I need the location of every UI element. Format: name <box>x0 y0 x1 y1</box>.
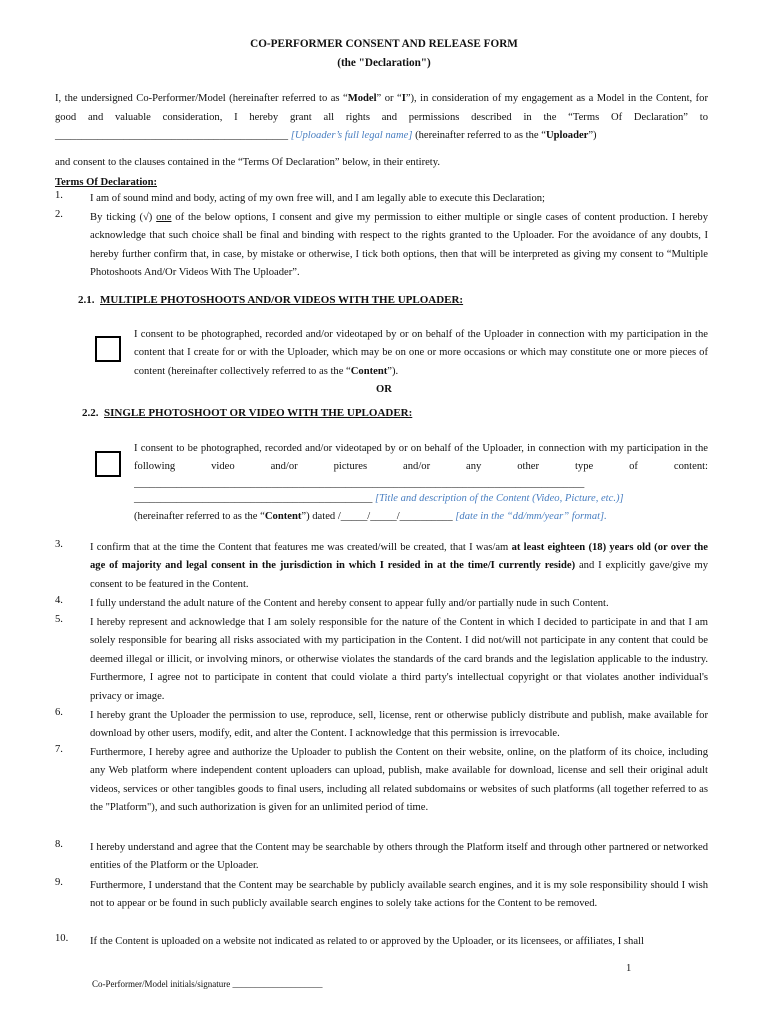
model-term: Model <box>347 93 377 104</box>
item-number: 8. <box>55 839 63 850</box>
content-date-field[interactable]: ”) dated /_____/_____/__________ <box>301 511 453 522</box>
option-1-text <box>134 326 708 381</box>
terms-heading <box>55 175 708 191</box>
item-text: of the below options, I consent and give my permission to either multiple or single cases of content production. I hereby acknowledge that such choice shall be final and binding with respect to the rights granted to the Uploader. For the avoidance of any doubts, I hereby further confirm that, in case, by mistake or otherwise, I tick both options, then that will be interpreted as giving my consent to “Multiple Photoshoots And/Or Videos With The Uploader”. <box>90 212 708 279</box>
term-item-1: I am of sound mind and body, acting of my own free will, and I am legally able to execute this Declaration; <box>90 193 546 204</box>
content-term: Content <box>264 511 302 522</box>
item-number: 4. <box>55 595 63 606</box>
item-number: 1. <box>55 190 63 201</box>
or-separator: OR <box>376 384 392 395</box>
date-format-hint: [date in the “dd/mm/year” format]. <box>455 511 607 522</box>
option-2-title: SINGLE PHOTOSHOOT OR VIDEO WITH THE UPLOADER: <box>104 407 413 419</box>
intro-text: ”), in consideration of my engagement as a Model in the Content, for good and valuable consideration, I hereby grant all rights and permissions described in the “Terms Of Declaration” to <box>55 93 708 123</box>
term-item-6: I hereby grant the Uploader the permission to use, reproduce, sell, license, rent or otherwise publicly distribute and publish, make available for download by other users, modify, edit, and alter the Content. I acknowledge that this permission is irrevocable. <box>90 710 708 740</box>
item-number: 2. <box>55 209 63 220</box>
document-subtitle: (the "Declaration") <box>337 57 431 69</box>
option-2-number: 2.2. <box>82 407 99 419</box>
uploader-name-line[interactable]: ____________________________________________ <box>55 130 289 141</box>
intro-text: ” or “ <box>376 93 402 104</box>
item-number: 6. <box>55 707 63 718</box>
term-item-3 <box>90 539 708 594</box>
option-text: I consent to be photographed, recorded and/or videotaped by or on behalf of the Uploader in connection with my participation in the content that I create for or with the Uploader, which may be on one or more occasions or which may constitute one or more pieces of content (hereinafter collectively referred to as the “ <box>134 329 708 377</box>
item-number: 3. <box>55 539 63 550</box>
content-title-hint: [Title and description of the Content (Video, Picture, etc.)] <box>375 493 624 504</box>
item-text: and I explicitly gave/give my consent to be featured in the Content. <box>90 560 708 590</box>
option-text: ”). <box>387 365 399 377</box>
option-text: (hereinafter referred to as the “ <box>134 511 265 522</box>
content-date-row <box>134 508 708 526</box>
uploader-term: Uploader <box>545 130 589 141</box>
intro-paragraph <box>55 90 708 146</box>
option-1-title: MULTIPLE PHOTOSHOOTS AND/OR VIDEOS WITH THE UPLOADER: <box>100 294 464 306</box>
term-item-2 <box>90 209 708 283</box>
i-term: I <box>401 93 406 104</box>
terms-heading-text: Terms Of Declaration: <box>55 177 157 188</box>
item-number: 7. <box>55 744 63 755</box>
term-item-8: I hereby understand and agree that the Content may be searchable by others through the Platform itself and through other partnered or networked entities of the Platform or the Uploader. <box>90 842 708 872</box>
option-2-text: I consent to be photographed, recorded and/or videotaped by or on behalf of the Uploader, in connection with my participation in the following video and/or pictures and/or any other type of content: <box>134 443 708 473</box>
signature-footer[interactable]: Co-Performer/Model initials/signature ____________________ <box>92 979 323 989</box>
age-requirement: at least eighteen (18) years old (or over the age of majority and legal consent in the jurisdiction in which I resided in at the time/I currently reside) <box>90 542 708 572</box>
document-title: CO-PERFORMER CONSENT AND RELEASE FORM <box>250 38 518 50</box>
item-number: 9. <box>55 877 63 888</box>
intro-text: (hereinafter referred to as the “ <box>415 130 546 141</box>
content-description-line[interactable]: _____________________________________________ <box>134 493 373 504</box>
option-1-number: 2.1. <box>78 294 95 306</box>
content-description-row <box>134 490 708 508</box>
item-number: 10. <box>55 933 69 944</box>
uploader-name-hint: [Uploader’s full legal name] <box>290 130 413 141</box>
option-2-heading <box>82 407 412 419</box>
intro-text: ”) <box>588 130 597 141</box>
page-number: 1 <box>626 963 632 974</box>
term-item-10: If the Content is uploaded on a website not indicated as related to or approved by the Uploader, or its licensees, or affiliates, I shall <box>90 936 644 947</box>
content-title-line[interactable]: _____________________________________________________________________________________ <box>134 478 585 489</box>
term-item-5: I hereby represent and acknowledge that I am solely responsible for the nature of the Content in which I decided to participate in and that I am solely responsible for bearing all risks associated with my participation in the Content. I did not/will not participate in any content that could be deemed illegal or illicit, or involving minors, or otherwise violates the standards of the card brands and the legislation applicable to the industry. Furthermore, I agree not to participate in content that could violate a third party's intellectual copyright or that violates another individual's privacy or image. <box>90 617 708 702</box>
content-term: Content <box>350 365 388 377</box>
item-text: I confirm that at the time the Content that features me was created/will be created, that I was/am <box>90 542 512 553</box>
option-1-checkbox[interactable] <box>95 336 121 362</box>
intro-text: I, the undersigned Co-Performer/Model (hereinafter referred to as “ <box>55 93 348 104</box>
item-number: 5. <box>55 614 63 625</box>
item-text: By ticking (√) <box>90 212 157 223</box>
one-emphasis: one <box>156 212 172 223</box>
term-item-7: Furthermore, I hereby agree and authorize the Uploader to publish the Content on their website, online, on the platform of its choice, including any Web platform where independent content uploaders can upload, publish, make available for download, license and sell their original adult videos, services or other tangibles goods to final users, including all related subdomains or websites of such platforms (all together referred to as the "Platform"), and such authorization is given for an unlimited period of time. <box>90 747 708 814</box>
intro-closing: and consent to the clauses contained in the “Terms Of Declaration” below, in their entirety. <box>55 157 441 168</box>
term-item-4: I fully understand the adult nature of the Content and hereby consent to appear fully and/or partially nude in such Content. <box>90 598 609 609</box>
option-2-checkbox[interactable] <box>95 451 121 477</box>
term-item-9: Furthermore, I understand that the Content may be searchable by publicly available search engines, and it is my sole responsibility should I wish not to appear or be found in such publicly available search engines to solely take actions for the Content to be removed. <box>90 880 708 910</box>
option-1-heading <box>78 294 463 306</box>
